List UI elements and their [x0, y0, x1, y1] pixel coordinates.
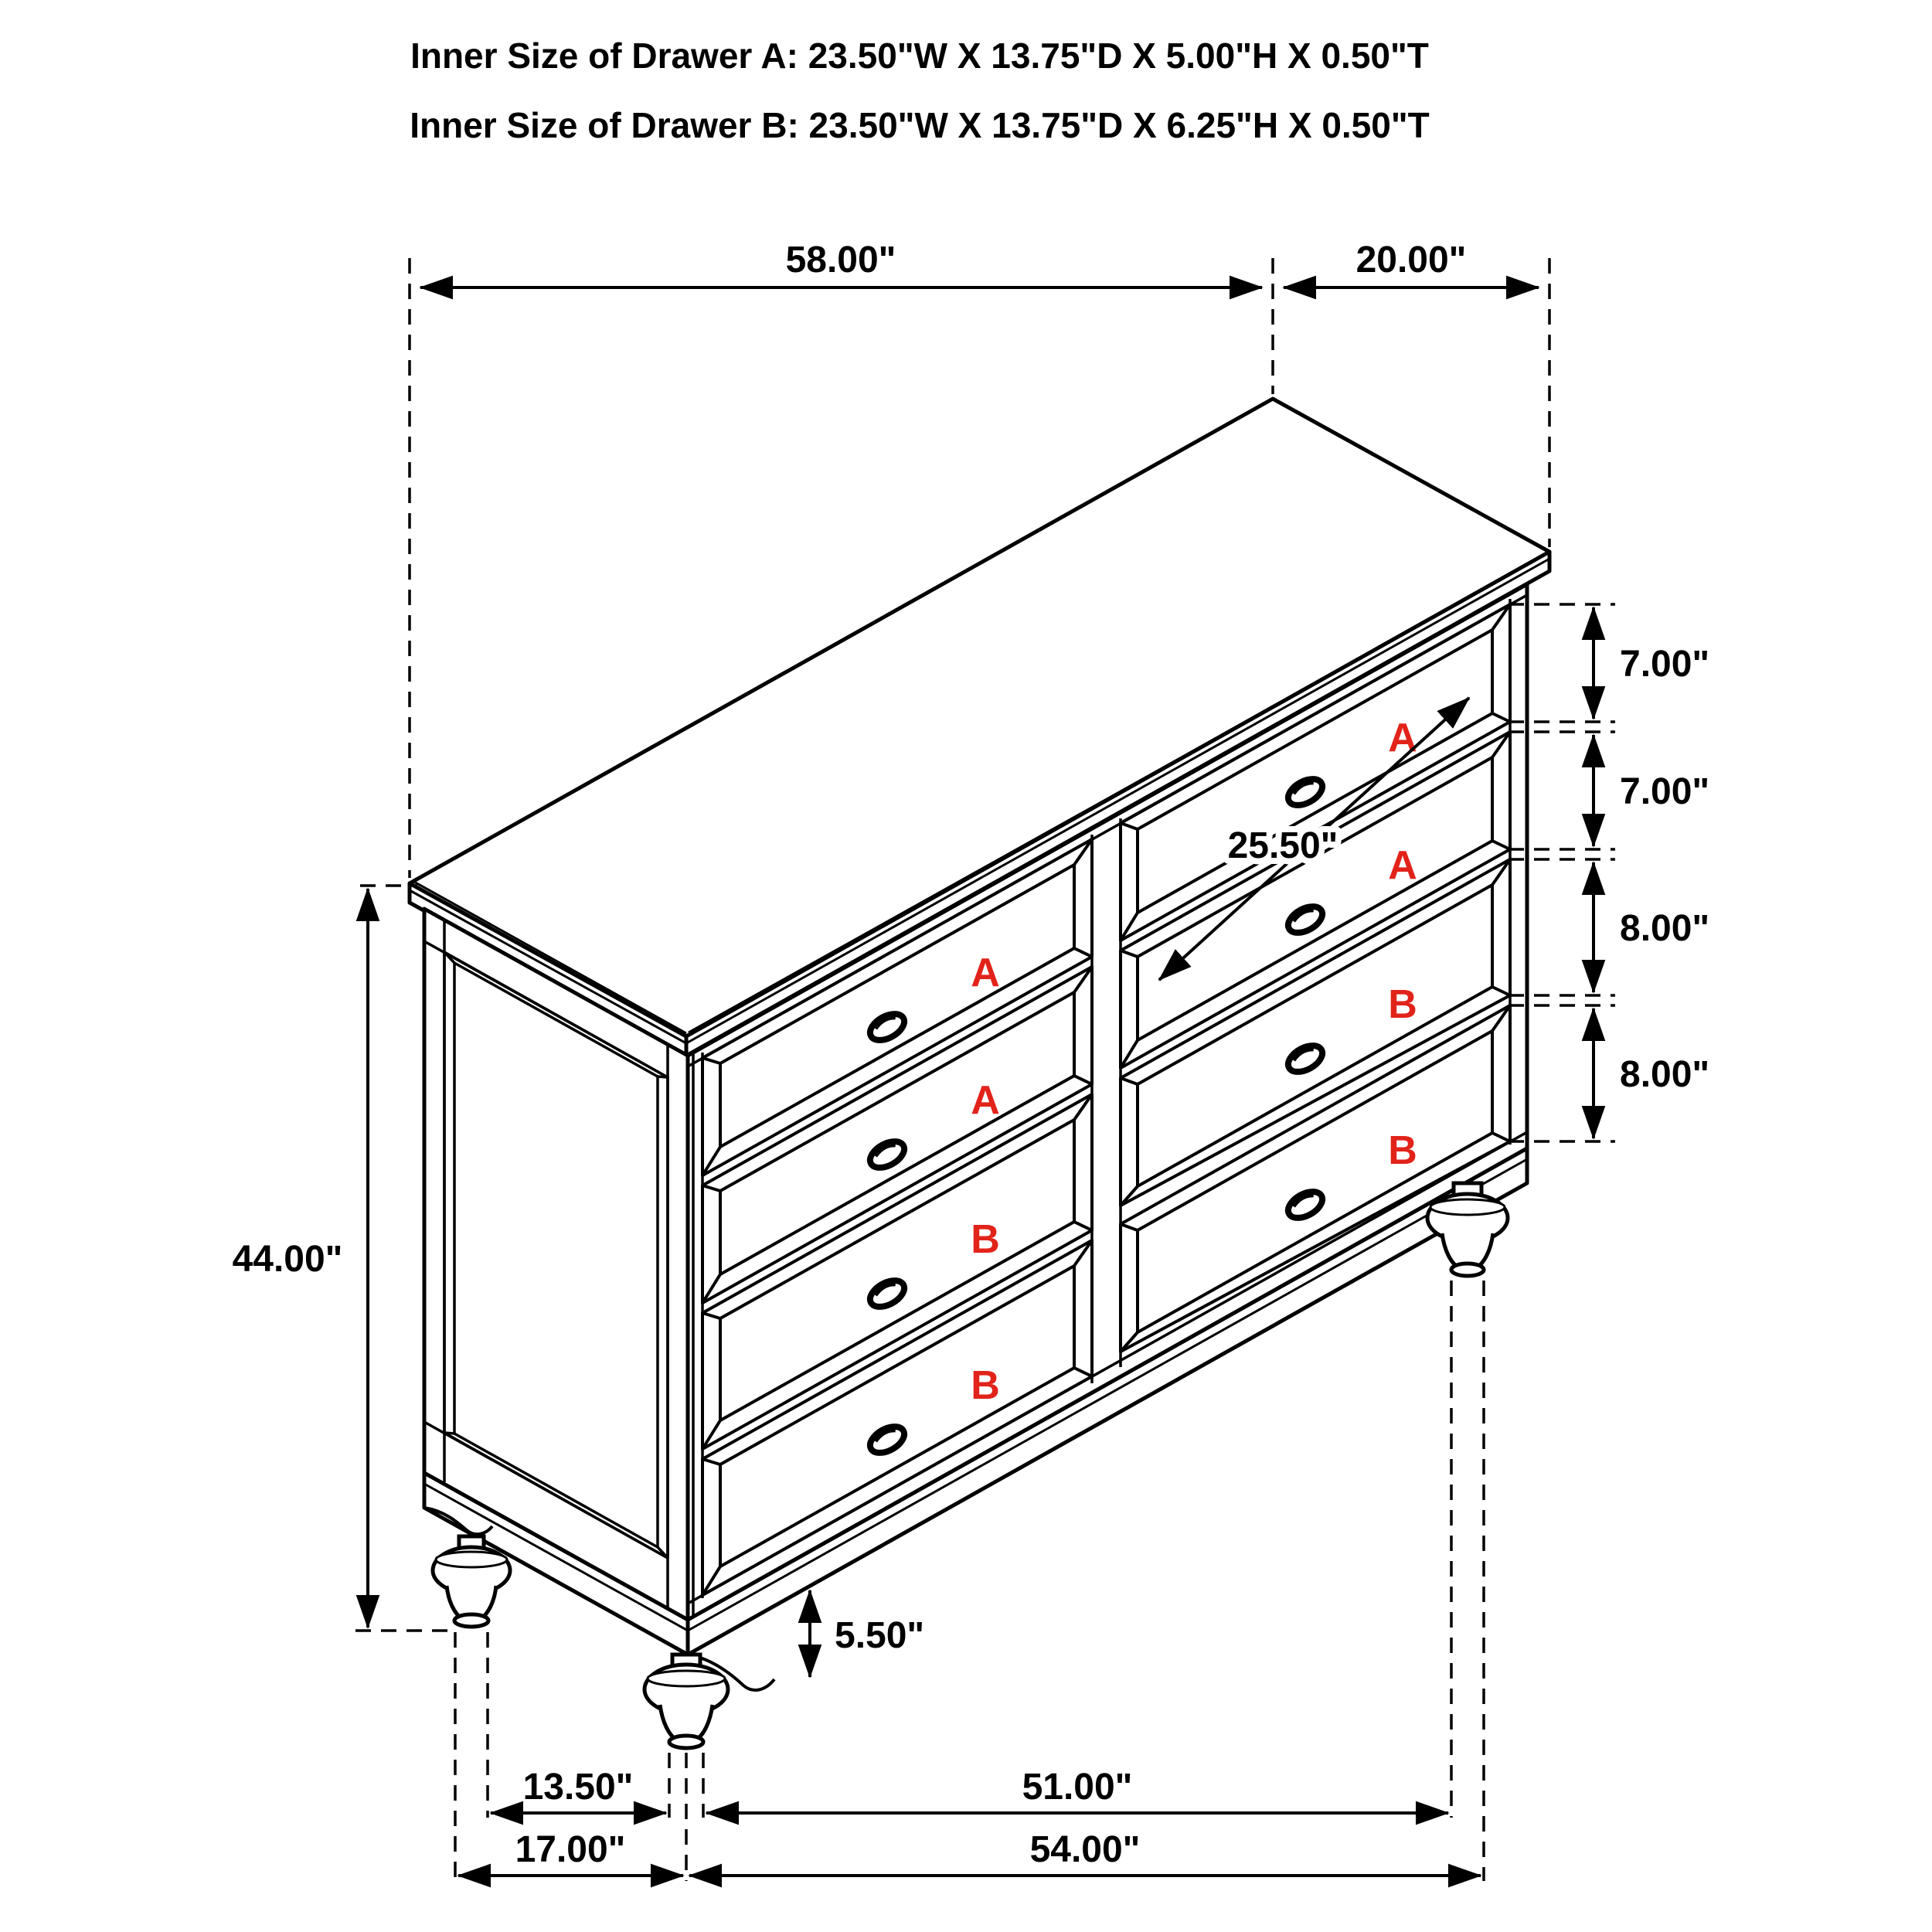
dim-bottom-total-depth-label: 17.00": [515, 1829, 626, 1870]
drawer-label-right-4: B: [1388, 1128, 1417, 1173]
title-line-2: Inner Size of Drawer B: 23.50"W X 13.75"D X 6.25"H X 0.50"T: [410, 105, 1430, 145]
drawer-label-left-3: B: [971, 1217, 1000, 1262]
dim-bottom-front-width-label: 51.00": [1022, 1767, 1133, 1808]
drawer-label-right-2: A: [1388, 843, 1417, 888]
dim-drawer-diagonal-label: 25.50": [1227, 825, 1338, 866]
drawer-label-left-4: B: [971, 1363, 1000, 1408]
dim-overall-height-label: 44.00": [232, 1239, 343, 1280]
drawer-label-right-1: A: [1388, 716, 1417, 760]
dim-leg-height-label: 5.50": [835, 1615, 925, 1656]
dim-top-width-label: 58.00": [785, 240, 896, 281]
dim-drawer-b1-label: 8.00": [1620, 908, 1710, 949]
front-corner-leg: [645, 1655, 728, 1748]
dim-bottom-front-depth-label: 13.50": [522, 1767, 634, 1808]
dim-drawer-b2-label: 8.00": [1620, 1054, 1710, 1095]
dim-top-depth-label: 20.00": [1355, 240, 1467, 281]
title-line-1: Inner Size of Drawer A: 23.50"W X 13.75"D X 5.00"H X 0.50"T: [410, 36, 1429, 76]
drawer-label-right-3: B: [1388, 982, 1417, 1027]
dim-bottom-total-width-label: 54.00": [1029, 1829, 1141, 1870]
diagram-title: [410, 36, 1430, 145]
drawer-label-left-1: A: [971, 951, 1000, 995]
dim-drawer-a2-label: 7.00": [1620, 771, 1710, 812]
drawer-label-left-2: A: [971, 1078, 1000, 1123]
dim-drawer-a1-label: 7.00": [1620, 644, 1710, 685]
